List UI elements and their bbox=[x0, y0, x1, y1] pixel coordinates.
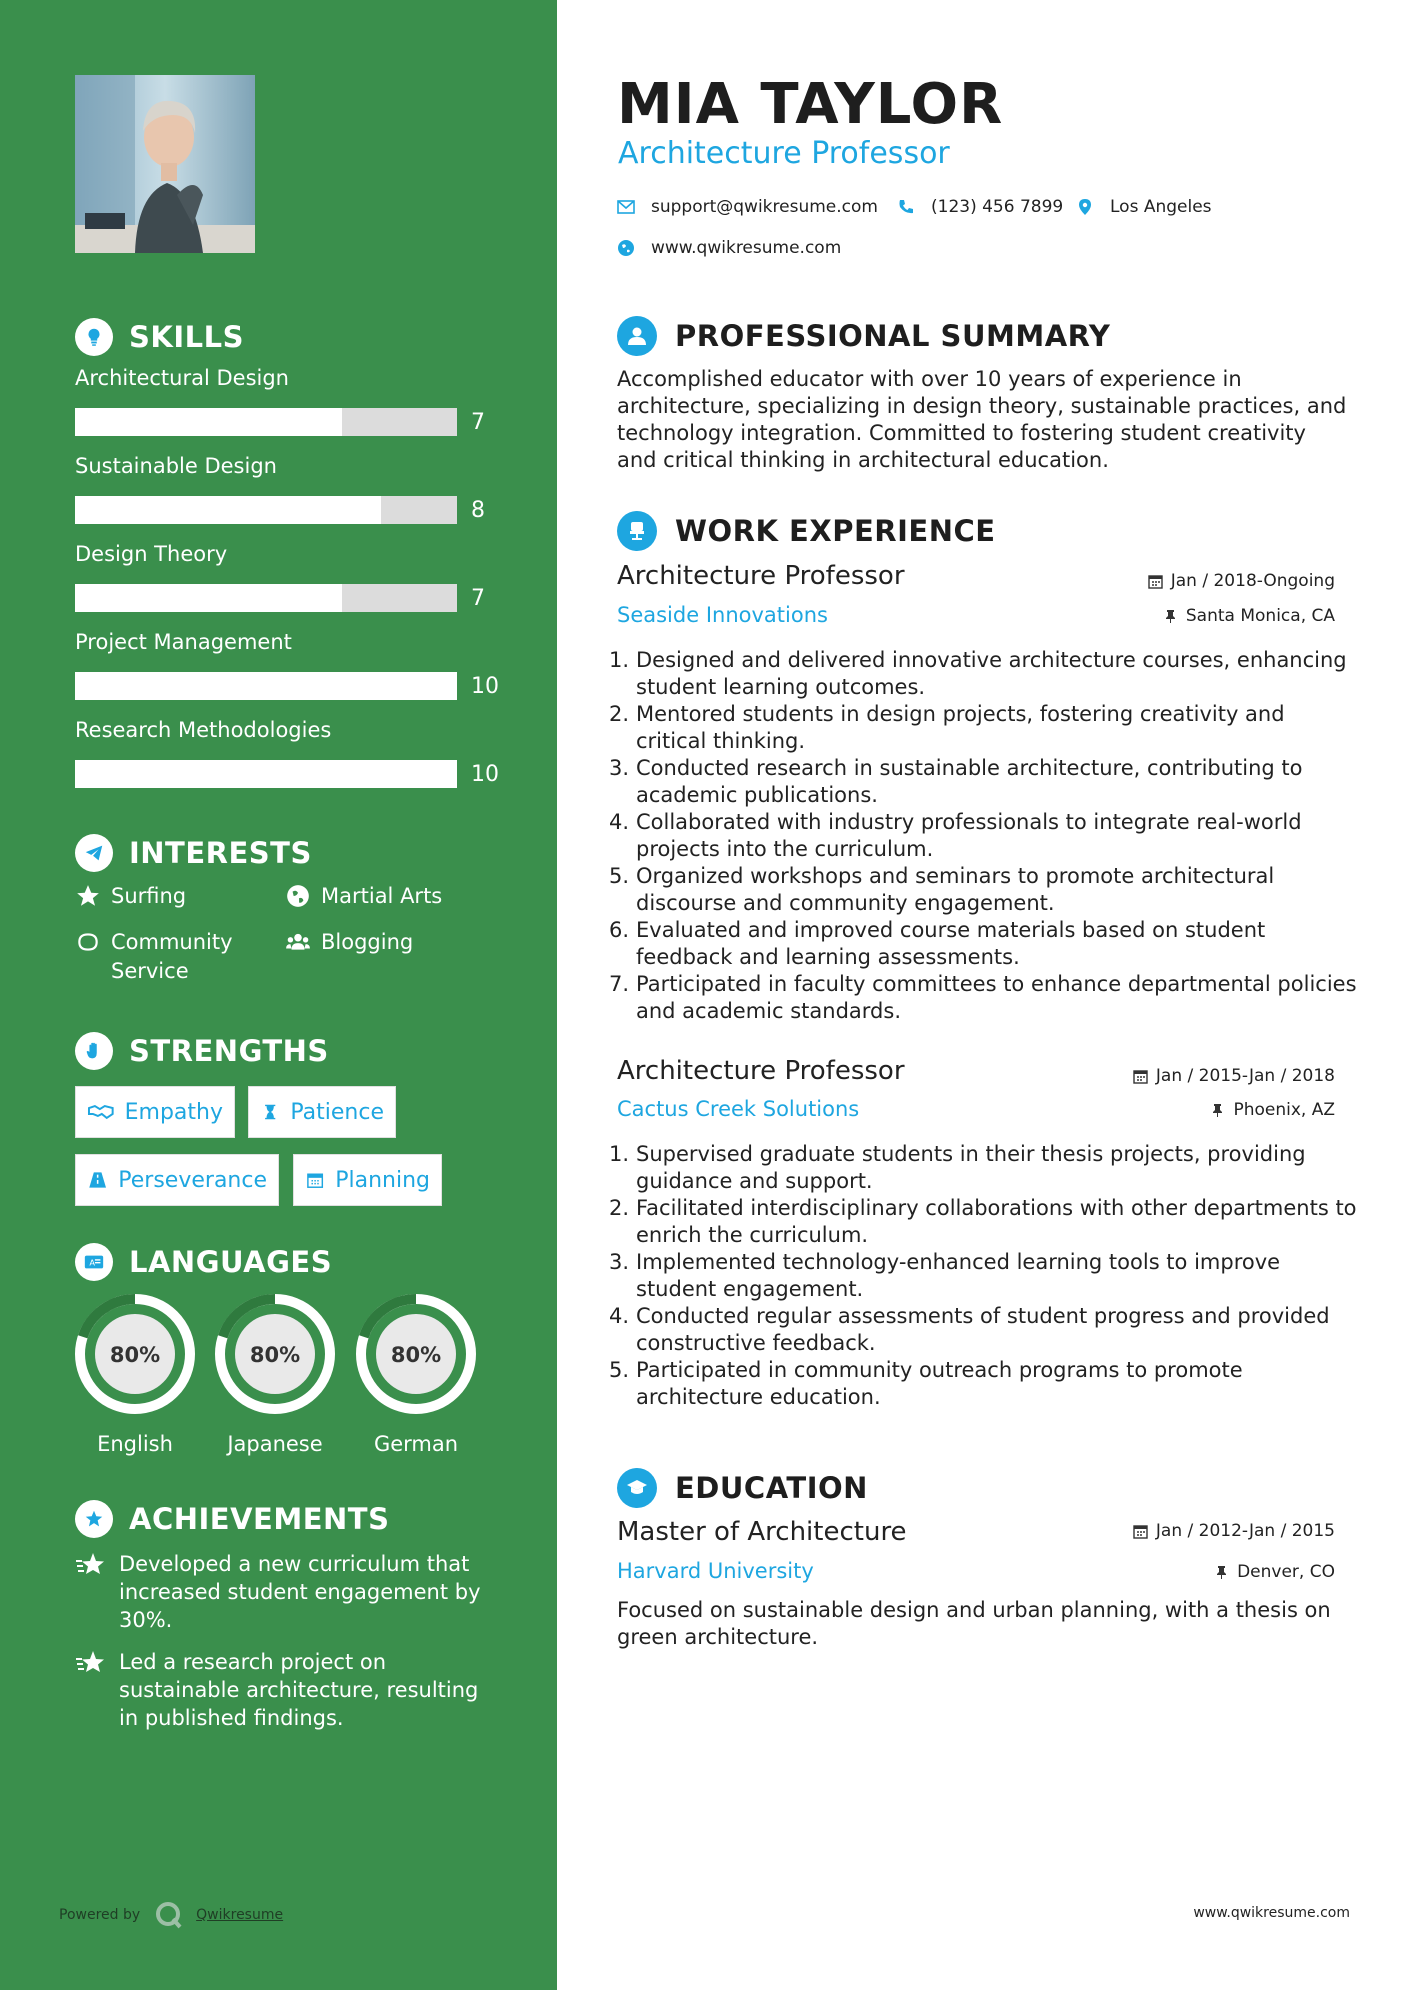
strength-badge bbox=[75, 1154, 279, 1206]
interest-item bbox=[285, 928, 413, 957]
education-degree: Master of Architecture bbox=[617, 1517, 907, 1547]
strength-label: Planning bbox=[335, 1167, 430, 1193]
strength-badge bbox=[293, 1154, 442, 1206]
job-duties bbox=[609, 1141, 1359, 1411]
candidate-title: Architecture Professor bbox=[618, 136, 950, 171]
job-title: Architecture Professor bbox=[617, 1056, 905, 1086]
skills-title: SKILLS bbox=[129, 320, 244, 354]
education-dates bbox=[1133, 1521, 1335, 1541]
lightbulb-icon bbox=[75, 318, 113, 356]
duty-item: 2. Facilitated interdisciplinary collaborations with other departments to enrich the curriculum. bbox=[609, 1196, 1357, 1247]
qwikresume-logo-icon bbox=[154, 1900, 184, 1930]
experience-heading bbox=[617, 511, 996, 551]
contact-website bbox=[617, 238, 841, 258]
duty-item: 1. Designed and delivered innovative architecture courses, enhancing student learning outcomes. bbox=[609, 648, 1347, 699]
language-item bbox=[354, 1292, 478, 1456]
duty-item: 3. Conducted research in sustainable architecture, contributing to academic publications. bbox=[609, 756, 1303, 807]
language-name: German bbox=[373, 1432, 459, 1456]
languages-title: LANGUAGES bbox=[129, 1245, 333, 1279]
skills-heading bbox=[75, 318, 244, 356]
duty-item: 6. Evaluated and improved course materials based on student feedback and learning assessments. bbox=[609, 918, 1266, 969]
education-title: EDUCATION bbox=[675, 1471, 868, 1505]
skill-bar-fill bbox=[75, 496, 381, 524]
duty-item: 4. Conducted regular assessments of student progress and provided constructive feedback. bbox=[609, 1304, 1330, 1355]
job-company: Cactus Creek Solutions bbox=[617, 1097, 860, 1121]
skill-name: Sustainable Design bbox=[75, 454, 277, 478]
skill-item bbox=[75, 630, 505, 699]
calendar-icon bbox=[1148, 574, 1163, 589]
skill-item bbox=[75, 542, 505, 611]
skill-name: Research Methodologies bbox=[75, 718, 332, 742]
duty-text: Participated in faculty committees to enhance departmental policies and academic standards. bbox=[636, 972, 1357, 1023]
interest-label: Surfing bbox=[111, 884, 187, 908]
strength-label: Perseverance bbox=[118, 1167, 267, 1193]
star-icon bbox=[75, 1648, 107, 1678]
language-name: Japanese bbox=[227, 1432, 323, 1456]
duty-text: Conducted regular assessments of student progress and provided constructive feedback. bbox=[636, 1304, 1330, 1355]
job-location-text: Phoenix, AZ bbox=[1233, 1100, 1335, 1120]
duty-item: 4. Collaborated with industry professionals to integrate real-world projects into the curriculum. bbox=[609, 810, 1302, 861]
strength-badge bbox=[248, 1086, 396, 1138]
hourglass-icon bbox=[260, 1100, 280, 1124]
skill-name: Architectural Design bbox=[75, 366, 289, 390]
briefcase-chair-icon bbox=[617, 511, 657, 551]
interest-label: Martial Arts bbox=[321, 884, 443, 908]
road-icon bbox=[87, 1168, 108, 1192]
interest-item bbox=[75, 928, 275, 986]
calendar-icon bbox=[1133, 1069, 1148, 1084]
education-dates-text: Jan / 2012-Jan / 2015 bbox=[1155, 1521, 1335, 1541]
language-ring bbox=[354, 1292, 478, 1416]
skill-bar-fill bbox=[75, 760, 457, 788]
phone-icon bbox=[897, 198, 915, 216]
job-dates bbox=[1148, 571, 1335, 591]
pushpin-icon bbox=[1163, 609, 1178, 624]
language-ring bbox=[213, 1292, 337, 1416]
powered-by bbox=[59, 1900, 283, 1930]
job-location-text: Santa Monica, CA bbox=[1185, 606, 1335, 626]
language-item bbox=[73, 1292, 197, 1456]
strength-label: Patience bbox=[290, 1099, 384, 1125]
skill-item bbox=[75, 718, 505, 787]
skill-bar bbox=[75, 584, 457, 612]
education-location-text: Denver, CO bbox=[1237, 1562, 1335, 1582]
language-name: English bbox=[97, 1432, 173, 1456]
interests-heading bbox=[75, 834, 312, 872]
interest-item bbox=[285, 882, 442, 911]
graduation-icon bbox=[617, 1468, 657, 1508]
skill-value: 7 bbox=[471, 586, 485, 611]
achievements-title: ACHIEVEMENTS bbox=[129, 1502, 390, 1536]
education-heading bbox=[617, 1468, 868, 1508]
interests-title: INTERESTS bbox=[129, 836, 312, 870]
job-dates-text: Jan / 2015-Jan / 2018 bbox=[1155, 1066, 1335, 1086]
strengths-title: STRENGTHS bbox=[129, 1034, 329, 1068]
duty-item: 3. Implemented technology-enhanced learning tools to improve student engagement. bbox=[609, 1250, 1281, 1301]
email-text[interactable]: support@qwikresume.com bbox=[651, 197, 878, 217]
skill-bar bbox=[75, 672, 457, 700]
skill-name: Design Theory bbox=[75, 542, 228, 566]
language-item bbox=[213, 1292, 337, 1456]
achievement-text: Led a research project on sustainable architecture, resulting in published findings. bbox=[119, 1650, 479, 1730]
job-company: Seaside Innovations bbox=[617, 603, 828, 627]
job-location bbox=[1210, 1100, 1335, 1120]
duty-item: 5. Participated in community outreach programs to promote architecture education. bbox=[609, 1358, 1243, 1409]
skill-bar-fill bbox=[75, 584, 342, 612]
education-school: Harvard University bbox=[617, 1559, 814, 1583]
language-icon bbox=[75, 1243, 113, 1281]
achievement-item bbox=[75, 1648, 495, 1732]
calendar-icon bbox=[305, 1168, 325, 1192]
users-icon bbox=[285, 929, 311, 955]
location-text: Los Angeles bbox=[1110, 197, 1212, 217]
language-ring bbox=[73, 1292, 197, 1416]
summary-title: PROFESSIONAL SUMMARY bbox=[675, 319, 1111, 353]
calendar-icon bbox=[1133, 1524, 1148, 1539]
globe-icon bbox=[617, 239, 635, 257]
skill-item bbox=[75, 366, 505, 435]
candidate-name: MIA TAYLOR bbox=[617, 72, 1004, 137]
footer-website[interactable]: www.qwikresume.com bbox=[1193, 1905, 1350, 1921]
handshake-icon bbox=[87, 1100, 115, 1124]
job-title: Architecture Professor bbox=[617, 561, 905, 591]
job-dates bbox=[1133, 1066, 1335, 1086]
duty-item: 2. Mentored students in design projects, fostering creativity and critical thinking. bbox=[609, 702, 1285, 753]
interest-label: Blogging bbox=[321, 930, 414, 954]
skill-value: 7 bbox=[471, 410, 485, 435]
pushpin-icon bbox=[1214, 1565, 1229, 1580]
duty-text: Mentored students in design projects, fostering creativity and critical thinking. bbox=[636, 702, 1285, 753]
interest-item bbox=[75, 882, 186, 911]
job-duties bbox=[609, 647, 1359, 1025]
duty-item: 1. Supervised graduate students in their thesis projects, providing guidance and support. bbox=[609, 1142, 1306, 1193]
star-badge-icon bbox=[75, 1500, 113, 1538]
duty-text: Organized workshops and seminars to promote architectural discourse and community engagement. bbox=[636, 864, 1275, 915]
duty-text: Evaluated and improved course materials based on student feedback and learning assessments. bbox=[636, 918, 1266, 969]
skill-bar bbox=[75, 760, 457, 788]
globe-icon bbox=[285, 883, 311, 909]
achievements-heading bbox=[75, 1500, 389, 1538]
duty-text: Conducted research in sustainable architecture, contributing to academic publications. bbox=[636, 756, 1303, 807]
paper-plane-icon bbox=[75, 834, 113, 872]
contact-location bbox=[1076, 197, 1212, 217]
map-marker-icon bbox=[1076, 198, 1094, 216]
svg-text:A: A bbox=[89, 1257, 96, 1268]
language-percent: 80% bbox=[109, 1343, 161, 1367]
achievement-item bbox=[75, 1550, 495, 1634]
contact-phone bbox=[897, 197, 1063, 217]
education-description: Focused on sustainable design and urban planning, with a thesis on green architecture. bbox=[617, 1598, 1331, 1649]
skill-value: 8 bbox=[471, 498, 485, 523]
summary-heading bbox=[617, 316, 1110, 356]
duty-text: Implemented technology-enhanced learning tools to improve student engagement. bbox=[636, 1250, 1281, 1301]
strength-badge bbox=[75, 1086, 235, 1138]
sidebar bbox=[0, 0, 557, 1990]
powered-by-label: Powered by bbox=[59, 1907, 141, 1923]
skill-value: 10 bbox=[471, 762, 499, 787]
duty-text: Participated in community outreach programs to promote architecture education. bbox=[636, 1358, 1243, 1409]
languages-heading bbox=[75, 1243, 332, 1281]
star-icon bbox=[75, 883, 101, 909]
interest-label: Community Service bbox=[111, 930, 233, 983]
strengths-heading bbox=[75, 1032, 329, 1070]
contact-email bbox=[617, 197, 878, 217]
hand-icon bbox=[75, 1032, 113, 1070]
language-percent: 80% bbox=[249, 1343, 301, 1367]
summary-text: Accomplished educator with over 10 years of experience in architecture, specializing in design theory, sustainable practices, and technology integration. Committed to fostering student creativity and critical thinking in architectural education. bbox=[617, 367, 1347, 472]
skill-value: 10 bbox=[471, 674, 499, 699]
skill-item bbox=[75, 454, 505, 523]
duty-text: Designed and delivered innovative architecture courses, enhancing student learning outcomes. bbox=[636, 648, 1347, 699]
skill-bar-fill bbox=[75, 672, 457, 700]
user-icon bbox=[617, 316, 657, 356]
phone-text: (123) 456 7899 bbox=[931, 197, 1064, 217]
skill-bar bbox=[75, 408, 457, 436]
main-content bbox=[557, 0, 1407, 1990]
achievement-text: Developed a new curriculum that increased student engagement by 30%. bbox=[119, 1552, 481, 1632]
qwikresume-link[interactable]: Qwikresume bbox=[196, 1907, 284, 1923]
pushpin-icon bbox=[1210, 1103, 1225, 1118]
duty-text: Facilitated interdisciplinary collaborations with other departments to enrich the curriculum. bbox=[636, 1196, 1357, 1247]
duty-text: Collaborated with industry professionals to integrate real-world projects into the curriculum. bbox=[636, 810, 1302, 861]
job-dates-text: Jan / 2018-Ongoing bbox=[1170, 571, 1335, 591]
skill-name: Project Management bbox=[75, 630, 292, 654]
education-location bbox=[1214, 1562, 1335, 1582]
strength-label: Empathy bbox=[124, 1099, 223, 1125]
experience-title: WORK EXPERIENCE bbox=[675, 514, 996, 548]
duty-item: 7. Participated in faculty committees to enhance departmental policies and academic standards. bbox=[609, 972, 1357, 1023]
skill-bar-fill bbox=[75, 408, 342, 436]
skill-bar bbox=[75, 496, 457, 524]
job-location bbox=[1163, 606, 1335, 626]
website-text[interactable]: www.qwikresume.com bbox=[651, 238, 842, 258]
lemon-icon bbox=[75, 929, 101, 955]
star-icon bbox=[75, 1550, 107, 1580]
duty-text: Supervised graduate students in their thesis projects, providing guidance and support. bbox=[636, 1142, 1306, 1193]
language-percent: 80% bbox=[390, 1343, 442, 1367]
profile-photo bbox=[75, 75, 255, 253]
duty-item: 5. Organized workshops and seminars to promote architectural discourse and community engagement. bbox=[609, 864, 1275, 915]
envelope-icon bbox=[617, 198, 635, 216]
